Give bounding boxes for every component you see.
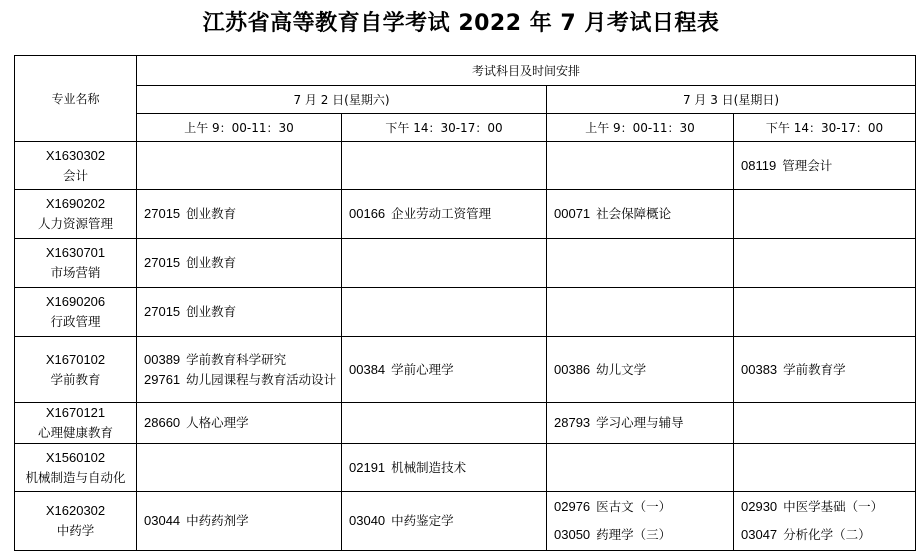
exam-cell-d2am xyxy=(547,190,734,239)
major-cell xyxy=(15,492,137,551)
exam-entry xyxy=(349,360,546,380)
exam-subject: 医古文（一） xyxy=(596,499,672,514)
exam-entry xyxy=(554,497,733,517)
exam-cell-d1pm xyxy=(342,239,547,288)
major-cell xyxy=(15,337,137,403)
major-code: X1620302 xyxy=(45,503,106,518)
exam-code: 28793 xyxy=(554,415,591,430)
exam-cell-d2am xyxy=(547,337,734,403)
exam-code: 02191 xyxy=(349,459,386,475)
major-cell xyxy=(15,239,137,288)
table-row xyxy=(15,403,916,444)
exam-cell-d2am xyxy=(547,142,734,190)
table-row xyxy=(15,239,916,288)
exam-cell-d2pm xyxy=(734,288,916,337)
day2-am-header: 上午 9：00-11：30 xyxy=(547,114,734,142)
exam-entry xyxy=(554,204,733,224)
major-cell xyxy=(15,444,137,492)
exam-entry xyxy=(741,497,915,517)
exam-code: 03044 xyxy=(144,513,181,528)
exam-entry xyxy=(741,525,915,545)
exam-cell-d2am xyxy=(547,239,734,288)
exam-entry xyxy=(554,360,733,380)
exam-entry xyxy=(554,525,733,545)
exam-code: 27015 xyxy=(144,206,181,221)
exam-subject: 分析化学（二） xyxy=(783,527,871,542)
exam-entry xyxy=(349,458,546,478)
exam-subject: 学前教育科学研究 xyxy=(186,351,287,367)
exam-subject: 中药鉴定学 xyxy=(391,513,454,528)
exam-code: 28660 xyxy=(144,415,181,430)
exam-code: 00383 xyxy=(741,361,778,377)
major-name: 人力资源管理 xyxy=(37,216,113,231)
exam-cell-d1am xyxy=(137,492,342,551)
exam-subject: 学前心理学 xyxy=(391,361,454,377)
major-code: X1630701 xyxy=(45,245,106,260)
exam-cell-d1pm xyxy=(342,403,547,444)
exam-cell-d2am xyxy=(547,444,734,492)
major-code: X1560102 xyxy=(45,449,106,465)
major-code: X1630302 xyxy=(45,147,106,163)
exam-cell-d2am xyxy=(547,288,734,337)
exam-cell-d2am xyxy=(547,403,734,444)
exam-entry xyxy=(741,360,915,380)
exam-subject: 创业教育 xyxy=(186,255,237,270)
exam-cell-d2pm xyxy=(734,337,916,403)
exam-cell-d2am xyxy=(547,492,734,551)
exam-cell-d2pm xyxy=(734,403,916,444)
major-name: 会计 xyxy=(62,167,88,183)
exam-cell-d2pm xyxy=(734,492,916,551)
exam-code: 03040 xyxy=(349,513,386,528)
exam-subject: 中医学基础（一） xyxy=(783,499,884,514)
exam-code: 00384 xyxy=(349,361,386,377)
major-name: 中药学 xyxy=(56,523,95,538)
exam-entry xyxy=(554,413,733,433)
exam-code: 03050 xyxy=(554,527,591,542)
exam-code: 27015 xyxy=(144,304,181,319)
exam-code: 00071 xyxy=(554,206,591,221)
exam-subject: 人格心理学 xyxy=(186,415,249,430)
exam-code: 03047 xyxy=(741,527,778,542)
major-name: 学前教育 xyxy=(50,371,101,387)
major-name: 心理健康教育 xyxy=(37,425,113,440)
exam-cell-d1am xyxy=(137,403,342,444)
exam-subject: 幼儿园课程与教育活动设计 xyxy=(186,371,337,387)
exam-subject: 机械制造技术 xyxy=(391,459,467,475)
major-cell xyxy=(15,142,137,190)
exam-cell-d1pm xyxy=(342,444,547,492)
table-row xyxy=(15,444,916,492)
exam-cell-d2pm xyxy=(734,190,916,239)
exam-cell-d2pm xyxy=(734,142,916,190)
header-row-1 xyxy=(15,56,916,86)
exam-schedule-table xyxy=(14,55,916,551)
day1-am-header: 上午 9：00-11：30 xyxy=(137,114,342,142)
exam-subject: 创业教育 xyxy=(186,206,237,221)
schedule-body xyxy=(15,142,916,551)
major-cell xyxy=(15,403,137,444)
day1-pm-header: 下午 14：30-17：00 xyxy=(342,114,547,142)
exam-cell-d1pm xyxy=(342,190,547,239)
major-code: X1670121 xyxy=(45,405,106,420)
table-row xyxy=(15,142,916,190)
major-name: 机械制造与自动化 xyxy=(25,469,126,485)
major-name: 市场营销 xyxy=(50,265,101,280)
exam-subject: 中药药剂学 xyxy=(186,513,249,528)
exam-cell-d1am xyxy=(137,142,342,190)
table-row xyxy=(15,190,916,239)
exam-entry xyxy=(144,413,341,433)
exam-code: 00389 xyxy=(144,351,181,367)
table-row xyxy=(15,288,916,337)
table-row xyxy=(15,492,916,551)
exam-code: 27015 xyxy=(144,255,181,270)
exam-entry xyxy=(144,350,341,370)
exam-cell-d1am xyxy=(137,190,342,239)
exam-cell-d1pm xyxy=(342,337,547,403)
exam-code: 00166 xyxy=(349,206,386,221)
day2-header: 7 月 3 日(星期日) xyxy=(547,86,916,114)
exam-subject: 企业劳动工资管理 xyxy=(391,206,492,221)
exam-cell-d1pm xyxy=(342,492,547,551)
exam-code: 08119 xyxy=(741,157,777,173)
exam-entry xyxy=(144,253,341,273)
page-title: 江苏省高等教育自学考试 2022 年 7 月考试日程表 xyxy=(202,11,720,36)
major-cell xyxy=(15,288,137,337)
exam-entry xyxy=(349,204,546,224)
major-cell xyxy=(15,190,137,239)
exam-subject: 幼儿文学 xyxy=(596,361,647,377)
exam-subject: 管理会计 xyxy=(782,157,833,173)
exam-cell-d2pm xyxy=(734,444,916,492)
major-name: 行政管理 xyxy=(50,314,101,329)
exam-subject: 药理学（三） xyxy=(596,527,672,542)
exam-cell-d2pm xyxy=(734,239,916,288)
exam-entry xyxy=(144,511,341,531)
exam-cell-d1am xyxy=(137,337,342,403)
exam-cell-d1pm xyxy=(342,142,547,190)
exam-code: 02930 xyxy=(741,499,778,514)
major-code: X1690206 xyxy=(45,294,106,309)
exam-entry xyxy=(144,302,341,322)
exam-code: 29761 xyxy=(144,371,181,387)
header-row-2 xyxy=(15,86,916,114)
exam-entry xyxy=(349,511,546,531)
major-column-header: 专业名称 xyxy=(15,56,137,142)
exam-code: 00386 xyxy=(554,361,591,377)
exam-subject: 学前教育学 xyxy=(783,361,846,377)
day1-header: 7 月 2 日(星期六) xyxy=(137,86,547,114)
exam-entry xyxy=(144,370,341,390)
exam-subject: 创业教育 xyxy=(186,304,237,319)
exam-cell-d1am xyxy=(137,444,342,492)
exam-cell-d1am xyxy=(137,288,342,337)
exam-code: 02976 xyxy=(554,499,591,514)
day2-pm-header: 下午 14：30-17：00 xyxy=(734,114,916,142)
major-code: X1670102 xyxy=(45,351,106,367)
exam-subject: 学习心理与辅导 xyxy=(596,415,684,430)
major-code: X1690202 xyxy=(45,196,106,211)
header-row-3 xyxy=(15,114,916,142)
exam-entry xyxy=(144,204,341,224)
exam-entry xyxy=(741,156,915,176)
exam-cell-d1am xyxy=(137,239,342,288)
table-row xyxy=(15,337,916,403)
exam-subject: 社会保障概论 xyxy=(596,206,672,221)
exam-cell-d1pm xyxy=(342,288,547,337)
schedule-header: 考试科目及时间安排 xyxy=(137,56,916,86)
